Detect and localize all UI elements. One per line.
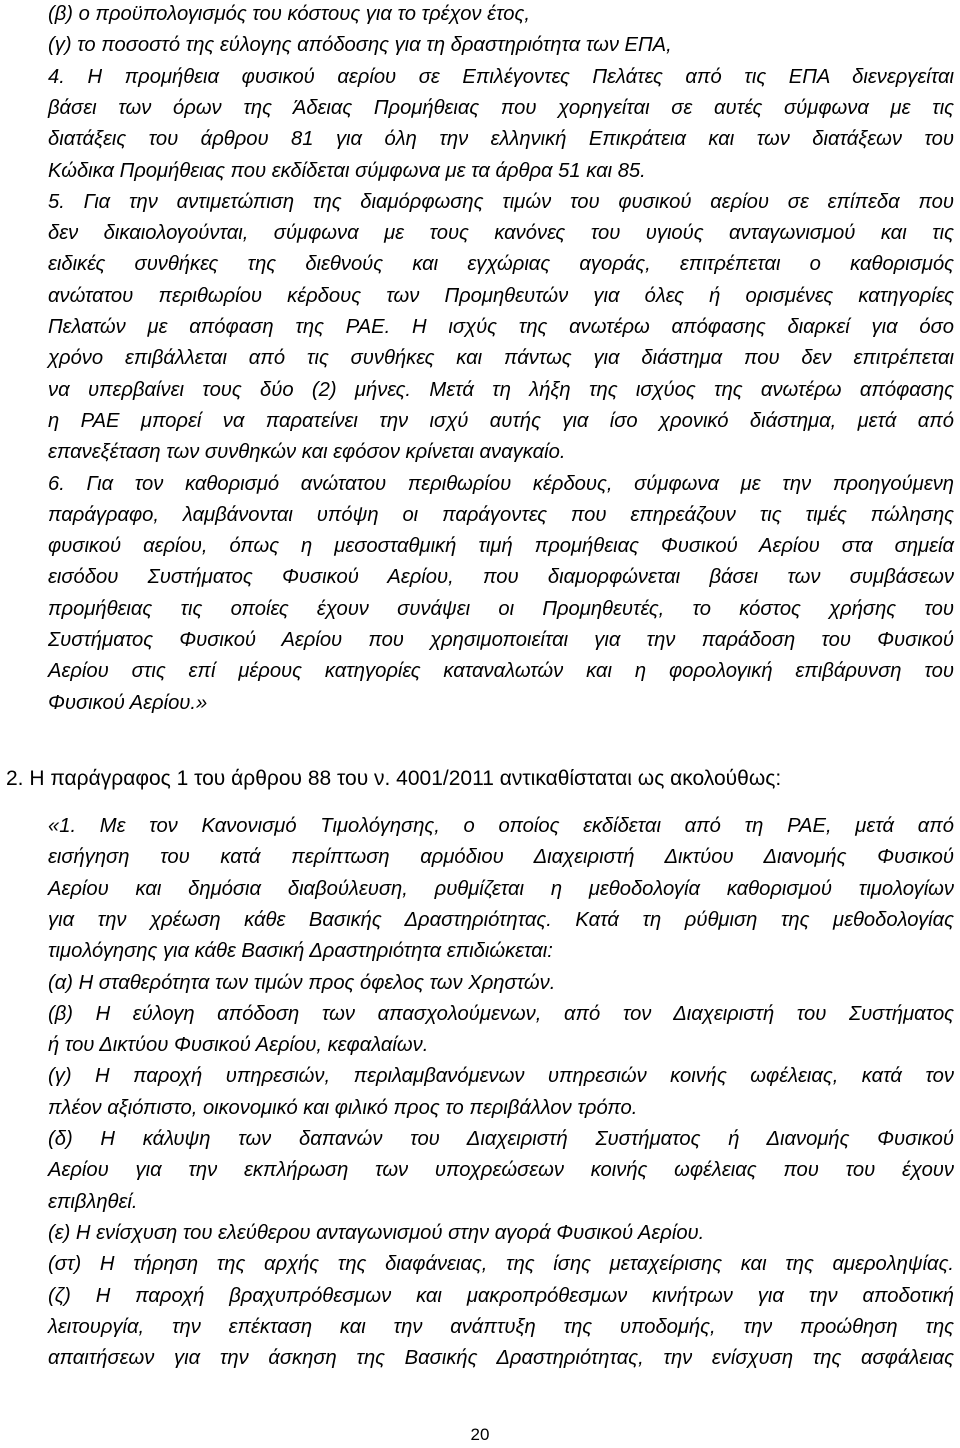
text-line: να υπερβαίνει τους δύο (2) μήνες. Μετά τη λήξη της ισχύος της ανωτέρω απόφασης xyxy=(48,378,954,401)
page-number: 20 xyxy=(470,1425,490,1444)
text-line: Πελατών με απόφαση της ΡΑΕ. Η ισχύς της ανωτέρω απόφασης διαρκεί για όσο xyxy=(48,316,954,338)
text-line: (δ) Η κάλυψη των δαπανών του Διαχειριστή Συστήματος ή Διανομής Φυσικού xyxy=(48,1128,954,1150)
text-line: (α) Η σταθερότητα των τιμών προς όφελος των Χρηστών. xyxy=(48,971,556,994)
text-line: εισήγηση του κατά περίπτωση αρμόδιου Διαχειριστή Δικτύου Διανομής Φυσικού xyxy=(48,846,954,869)
text-line: ανώτατου περιθωρίου κέρδους των Προμηθευτών για όλες ή ορισμένες κατηγορίες xyxy=(48,284,954,307)
text-line: (γ) Η παροχή υπηρεσιών, περιλαμβανόμενων υπηρεσιών κοινής ωφέλειας, κατά τον xyxy=(48,1065,954,1088)
text-line: εισόδου Συστήματος Φυσικού Αερίου, που διαμορφώνεται βάσει των συμβάσεων xyxy=(48,566,954,589)
text-line: (ε) Η ενίσχυση του ελεύθερου ανταγωνισμού στην αγορά Φυσικού Αερίου. xyxy=(48,1221,705,1244)
text-line: «1. Με τον Κανονισμό Τιμολόγησης, ο οποίος εκδίδεται από τη ΡΑΕ, μετά από xyxy=(48,815,954,837)
text-line: Κώδικα Προμήθειας που εκδίδεται σύμφωνα με τα άρθρα 51 και 85. xyxy=(48,159,646,182)
text-line: η ΡΑΕ μπορεί να παρατείνει την ισχύ αυτής για ίσο χρονικό διάστημα, μετά από xyxy=(48,409,954,432)
text-line: βάσει των όρων της Άδειας Προμήθειας που χορηγείται σε αυτές σύμφωνα με τις xyxy=(48,96,954,119)
text-line: απαιτήσεων για την άσκηση της Βασικής Δραστηριότητας, την ενίσχυση της ασφάλειας xyxy=(48,1347,954,1370)
text-line: (στ) Η τήρηση της αρχής της διαφάνειας, της ίσης μεταχείρισης και της αμεροληψίας. xyxy=(48,1253,954,1276)
text-line: Αερίου για την εκπλήρωση των υποχρεώσεων κοινής ωφέλειας που του έχουν xyxy=(48,1159,954,1182)
text-line: (ζ) Η παροχή βραχυπρόθεσμων και μακροπρόθεσμων κινήτρων για την αποδοτική xyxy=(48,1284,954,1307)
text-line: (β) Η εύλογη απόδοση των απασχολούμενων, από τον Διαχειριστή του Συστήματος xyxy=(48,1002,954,1025)
text-line: παράγραφο, λαμβάνονται υπόψη οι παράγοντες που επηρεάζουν τις τιμές πώλησης xyxy=(48,503,954,526)
text-line: τιμολόγησης για κάθε Βασική Δραστηριότητα επιδιώκεται: xyxy=(48,940,553,963)
text-line: διατάξεις του άρθρου 81 για όλη την ελληνική Επικράτεια και των διατάξεων του xyxy=(48,128,954,151)
text-line: Φυσικού Αερίου.» xyxy=(48,691,208,714)
text-line: προμήθειας τις οποίες έχουν συνάψει οι Προμηθευτές, το κόστος χρήσης του xyxy=(48,597,954,620)
text-line: (γ) το ποσοστό της εύλογης απόδοσης για τη δραστηριότητα των ΕΠΑ, xyxy=(48,34,672,57)
text-line: χρόνο επιβάλλεται από τις συνθήκες και πάντως για διάστημα που δεν επιτρέπεται xyxy=(48,347,954,370)
text-line: Συστήματος Φυσικού Αερίου που χρησιμοποιείται για την παράδοση του Φυσικού xyxy=(48,629,954,651)
text-line: λειτουργία, την επέκταση και την ανάπτυξη της υποδομής, την προώθηση της xyxy=(48,1315,954,1338)
text-line: Αερίου και δημόσια διαβούλευση, ρυθμίζεται η μεθοδολογία καθορισμού τιμολογίων xyxy=(48,877,954,900)
text-line: 5. Για την αντιμετώπιση της διαμόρφωσης τιμών του φυσικού αερίου σε επίπεδα που xyxy=(48,190,954,213)
text-line: επανεξέταση των συνθηκών και εφόσον κρίνεται αναγκαίο. xyxy=(48,441,566,464)
text-line: πλέον αξιόπιστο, οικονομικό και φιλικό προς το περιβάλλον τρόπο. xyxy=(48,1096,638,1119)
text-line: δεν δικαιολογούνται, σύμφωνα με τους κανόνες του υγιούς ανταγωνισμού και τις xyxy=(48,222,954,245)
text-line: 2. Η παράγραφος 1 του άρθρου 88 του ν. 4001/2011 αντικαθίσταται ως ακολούθως: xyxy=(6,767,782,790)
text-line: Αερίου στις επί μέρους κατηγορίες καταναλωτών και η φορολογική επιβάρυνση του xyxy=(48,660,954,683)
text-line: 6. Για τον καθορισμό ανώτατου περιθωρίου κέρδους, σύμφωνα με την προηγούμενη xyxy=(48,472,954,495)
text-line: για την χρέωση κάθε Βασικής Δραστηριότητας. Κατά τη ρύθμιση της μεθοδολογίας xyxy=(48,908,954,931)
text-line: ή του Δικτύου Φυσικού Αερίου, κεφαλαίων. xyxy=(48,1034,429,1057)
text-line: 4. Η προμήθεια φυσικού αερίου σε Επιλέγοντες Πελάτες από τις ΕΠΑ διενεργείται xyxy=(48,65,954,88)
text-line: ειδικές συνθήκες της διεθνούς και εγχώριας αγοράς, επιτρέπεται ο καθορισμός xyxy=(48,253,954,276)
text-line: (β) ο προϋπολογισμός του κόστους για το τρέχον έτος, xyxy=(48,3,530,25)
text-line: φυσικού αερίου, όπως η μεσοσταθμική τιμή προμήθειας Φυσικού Αερίου στα σημεία xyxy=(48,535,954,558)
text-line: επιβληθεί. xyxy=(48,1190,138,1213)
